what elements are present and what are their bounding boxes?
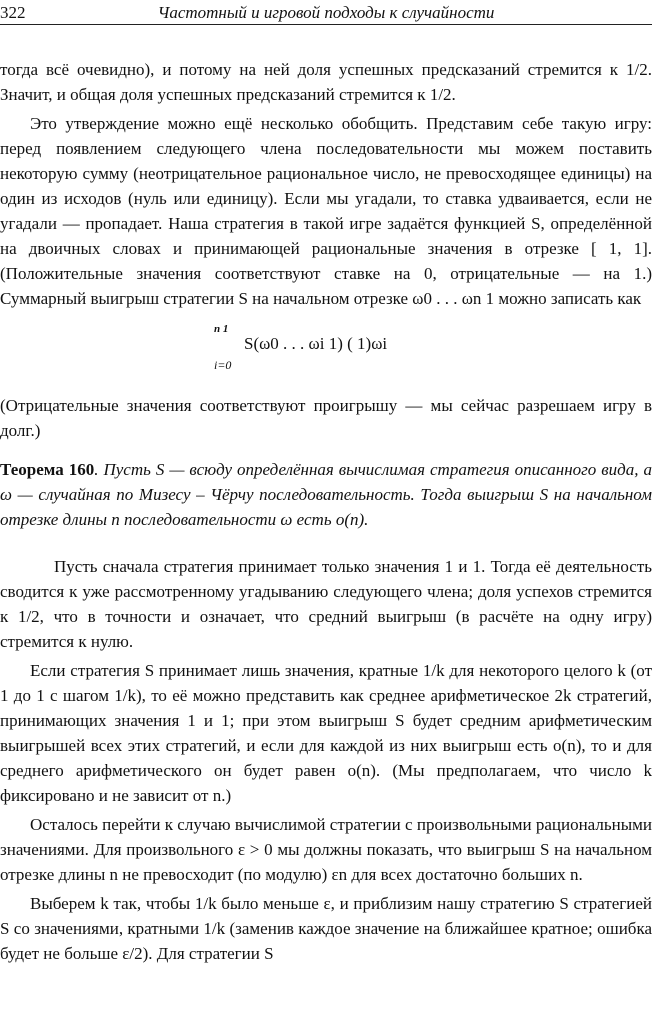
sum-formula xyxy=(0,317,652,389)
proof-paragraph-2: Если стратегия S принимает лишь значения, кратные 1/k для некоторого целого k (от 1 до 1 с шагом 1/k), то её можно представить как среднее арифметическое 2k стратегий, принимающих значения 1 и 1; при этом выигрыш S будет средним арифметическим выигрышей всех этих стратегий, и если для каждой из них выигрыш есть o(n), то и для среднего арифметического он будет равен o(n). (Мы предполагаем, что число k фиксировано и не зависит от n.) xyxy=(0,661,652,805)
page-number: 322 xyxy=(0,3,26,22)
proof-paragraph-1: Пусть сначала стратегия принимает только значения 1 и 1. Тогда её деятельность сводится к уже рассмотренному угадыванию следующего члена; доля успехов стремится к 1/2, что в точности и означает, что средний выигрыш (в расчёте на одну игру) стремится к нулю. xyxy=(0,557,652,651)
proof-paragraph-4: Выберем k так, чтобы 1/k было меньше ε, и приблизим нашу стратегию S стратегией S со значениями, кратными 1/k (заменив каждое значение на ближайшее кратное; ошибка будет не больше ε/2). Для стратегии S xyxy=(0,894,652,963)
theorem-statement: . Пусть S — всюду определённая вычислимая стратегия описанного вида, а ω — случайная по Мизесу – Чёрчу последовательность. Тогда выигрыш S на начальном отрезке длины n последовательности ω есть o(n). xyxy=(0,460,652,529)
theorem-160 xyxy=(0,457,652,532)
main-text xyxy=(0,57,652,966)
theorem-label: Теорема 160 xyxy=(0,460,95,479)
sum-expression: S(ω0 . . . ωi 1) ( 1)ωi xyxy=(244,334,388,353)
paragraph-negative-values: (Отрицательные значения соответствуют проигрышу — мы сейчас разрешаем игру в долг.) xyxy=(0,396,652,440)
page-header xyxy=(0,0,652,25)
running-title: Частотный и игровой подходы к случайности xyxy=(157,3,495,22)
sum-lower-limit: i=0 xyxy=(214,358,232,372)
sum-upper-limit: n 1 xyxy=(214,323,229,335)
proof-paragraph-3: Осталось перейти к случаю вычислимой стратегии с произвольными рациональными значениями. Для произвольного ε > 0 мы должны показать, что выигрыш S на начальном отрезке длины n не превосходит (по модулю) εn для всех достаточно больших n. xyxy=(0,815,652,884)
paragraph-generalization: Это утверждение можно ещё несколько обобщить. Представим себе такую игру: перед появлением следующего члена последовательности мы можем поставить некоторую сумму (неотрицательное рациональное число, не превосходящее единицы) на один из исходов (нуль или единицу). Если мы угадали, то ставка удваивается, если не угадали — пропадает. Наша стратегия в такой игре задаётся функцией S, определённой на двоичных словах и принимающей рациональные значения в отрезке [ 1, 1]. (Положительные значения соответствуют ставке на 0, отрицательные — на 1.) Суммарный выигрыш стратегии S на начальном отрезке ω0 . . . ωn 1 можно записать как xyxy=(0,114,652,308)
paragraph-continuation: тогда всё очевидно), и потому на ней доля успешных предсказаний стремится к 1/2. Значит, и общая доля успешных предсказаний стремится к 1/2. xyxy=(0,60,652,104)
